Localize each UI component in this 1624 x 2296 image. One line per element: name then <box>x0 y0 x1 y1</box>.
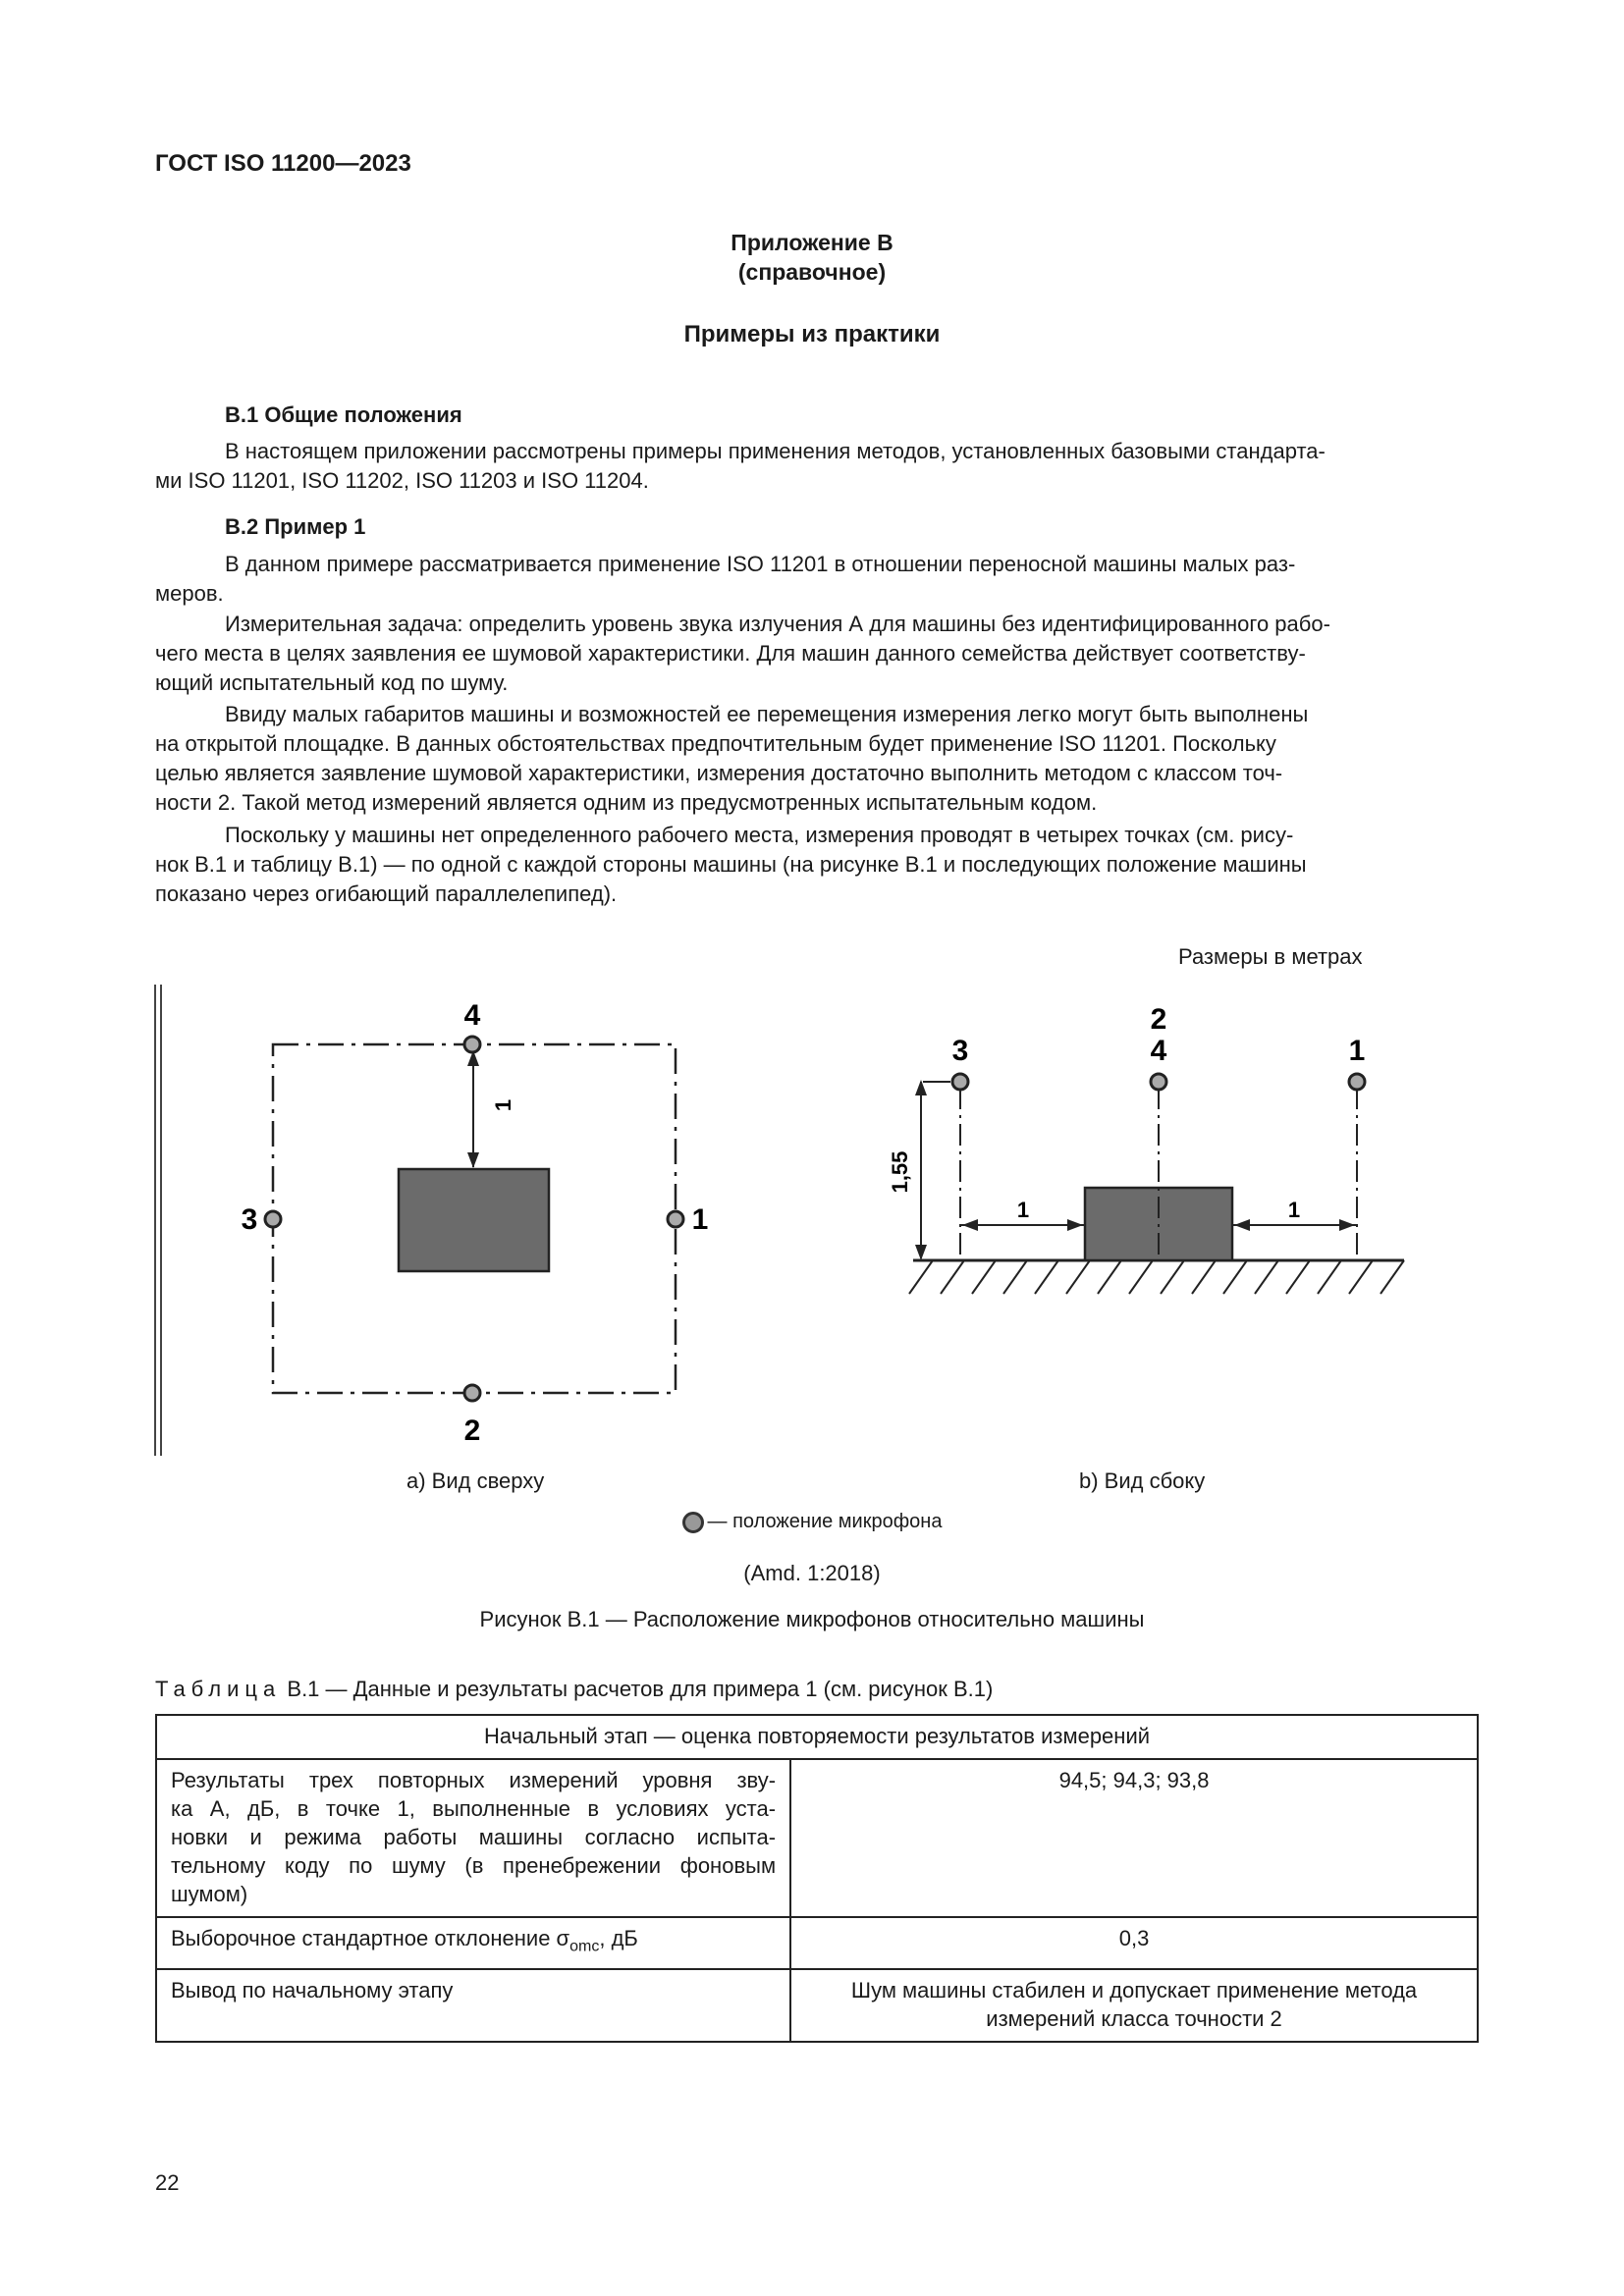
annex-kind: (справочное) <box>737 259 887 285</box>
microphone-legend-icon <box>682 1512 704 1533</box>
top-label-4: 4 <box>463 999 481 1032</box>
table-header-cell: Начальный этап — оценка повторяемости результатов измерений <box>156 1715 1478 1759</box>
top-label-2: 2 <box>463 1415 481 1447</box>
table-caption-text: В.1 — Данные и результаты расчетов для примера 1 (см. рисунок В.1) <box>287 1677 994 1701</box>
page-number: 22 <box>155 2170 180 2195</box>
table-row <box>156 1759 1478 1917</box>
results-table <box>155 1714 1479 2043</box>
document-id: ГОСТ ISO 11200—2023 <box>155 150 411 177</box>
left-dimension: 1 <box>1016 1198 1030 1222</box>
top-view-caption: a) Вид сверху <box>406 1468 545 1493</box>
table-row <box>156 1917 1478 1969</box>
section-b2-paragraph-4: Поскольку у машины нет определенного рабочего места, измерения проводят в четырех точках (см. рису- нок В.1 и таблицу В.1) — по одной с каждой стороны машины (на рисунке В.1 и последующих положение машины показано через огибающий параллелепипед). <box>155 823 1307 906</box>
top-label-3: 3 <box>241 1203 258 1236</box>
right-dimension: 1 <box>1287 1198 1301 1222</box>
annex-label: Приложение В <box>731 230 893 255</box>
table-cell-value: Шум машины стабилен и допускает применение метода измерений класса точности 2 <box>790 1969 1478 2042</box>
microphone-side-1 <box>1349 1074 1365 1090</box>
table-cell-value: 0,3 <box>790 1917 1478 1969</box>
machine-top <box>399 1169 549 1271</box>
top-view-dimension: 1 <box>491 1098 515 1112</box>
side-label-1: 1 <box>1348 1035 1366 1067</box>
top-label-1: 1 <box>691 1203 709 1236</box>
table-cell-label: Вывод по начальному этапу <box>156 1969 790 2042</box>
section-b2-paragraph-3: Ввиду малых габаритов машины и возможностей ее перемещения измерения легко могут быть выполнены на открытой площадке. В данных обстоятельствах предпочтительным будет применение ISO 11201. Поскольку целью является заявление шумовой характеристики, измерения достаточно выполнить методом с классом точ- ности 2. Такой метод измерений является одним из предусмотренных испытательным кодом. <box>155 702 1309 815</box>
table-cell-value: 94,5; 94,3; 93,8 <box>790 1759 1478 1917</box>
microphone-side-3 <box>952 1074 968 1090</box>
side-label-2: 2 <box>1150 1003 1167 1036</box>
table-cell-label: Выборочное стандартное отклонение $\sigma_{omc}$, дБ <box>156 1917 790 1969</box>
figure-left-bar <box>155 985 161 1456</box>
annex-title: Примеры из практики <box>683 321 941 347</box>
section-b1-text: В настоящем приложении рассмотрены примеры применения методов, установленных базовыми стандарта- ми ISO 11201, ISO 11202, ISO 11203 и ISO 11204. <box>155 439 1326 493</box>
microphone-marker-2 <box>464 1385 480 1401</box>
dimensions-note: Размеры в метрах <box>1178 944 1363 969</box>
microphone-marker-3 <box>265 1211 281 1227</box>
section-b2-heading: В.2 Пример 1 <box>225 514 366 539</box>
microphone-side-24 <box>1151 1074 1166 1090</box>
section-b1-heading: В.1 Общие положения <box>225 402 462 427</box>
section-b2-paragraph-1: В данном примере рассматривается применение ISO 11201 в отношении переносной машины малых раз- меров. <box>155 552 1296 606</box>
microphone-verticals <box>960 1088 1357 1260</box>
side-view-caption: b) Вид сбоку <box>1079 1468 1206 1493</box>
section-b2-paragraph-2: Измерительная задача: определить уровень звука излучения А для машины без идентифицированного рабо- чего места в целях заявления ее шумовой характеристики. Для машин данного семейства действует соответству- ющий испытательный код по шуму. <box>155 612 1330 695</box>
figure-caption: Рисунок В.1 — Расположение микрофонов относительно машины <box>479 1607 1145 1631</box>
side-view <box>888 1003 1404 1294</box>
height-dimension: 1,55 <box>888 1150 912 1194</box>
legend-text: — положение микрофона <box>707 1511 943 1532</box>
side-label-3: 3 <box>951 1035 969 1067</box>
table-header-row <box>156 1715 1478 1759</box>
table-row <box>156 1969 1478 2042</box>
ground-hatching <box>909 1260 1404 1294</box>
microphone-marker-4 <box>464 1037 480 1052</box>
top-view <box>242 999 709 1447</box>
figure-legend <box>0 1511 1624 1533</box>
microphone-marker-1 <box>668 1211 683 1227</box>
table-cell-label: Результаты трех повторных измерений уровня зву- ка А, дБ, в точке 1, выполненные в условиях уста- новки и режима работы машины согласно испыта- тельному коду по шуму (в пренебрежении фоновым шумом) <box>156 1759 790 1917</box>
table-caption-word: Таблица <box>155 1677 282 1701</box>
side-label-4: 4 <box>1150 1035 1167 1067</box>
table-caption <box>155 1677 993 1702</box>
amendment-note: (Amd. 1:2018) <box>743 1561 881 1585</box>
